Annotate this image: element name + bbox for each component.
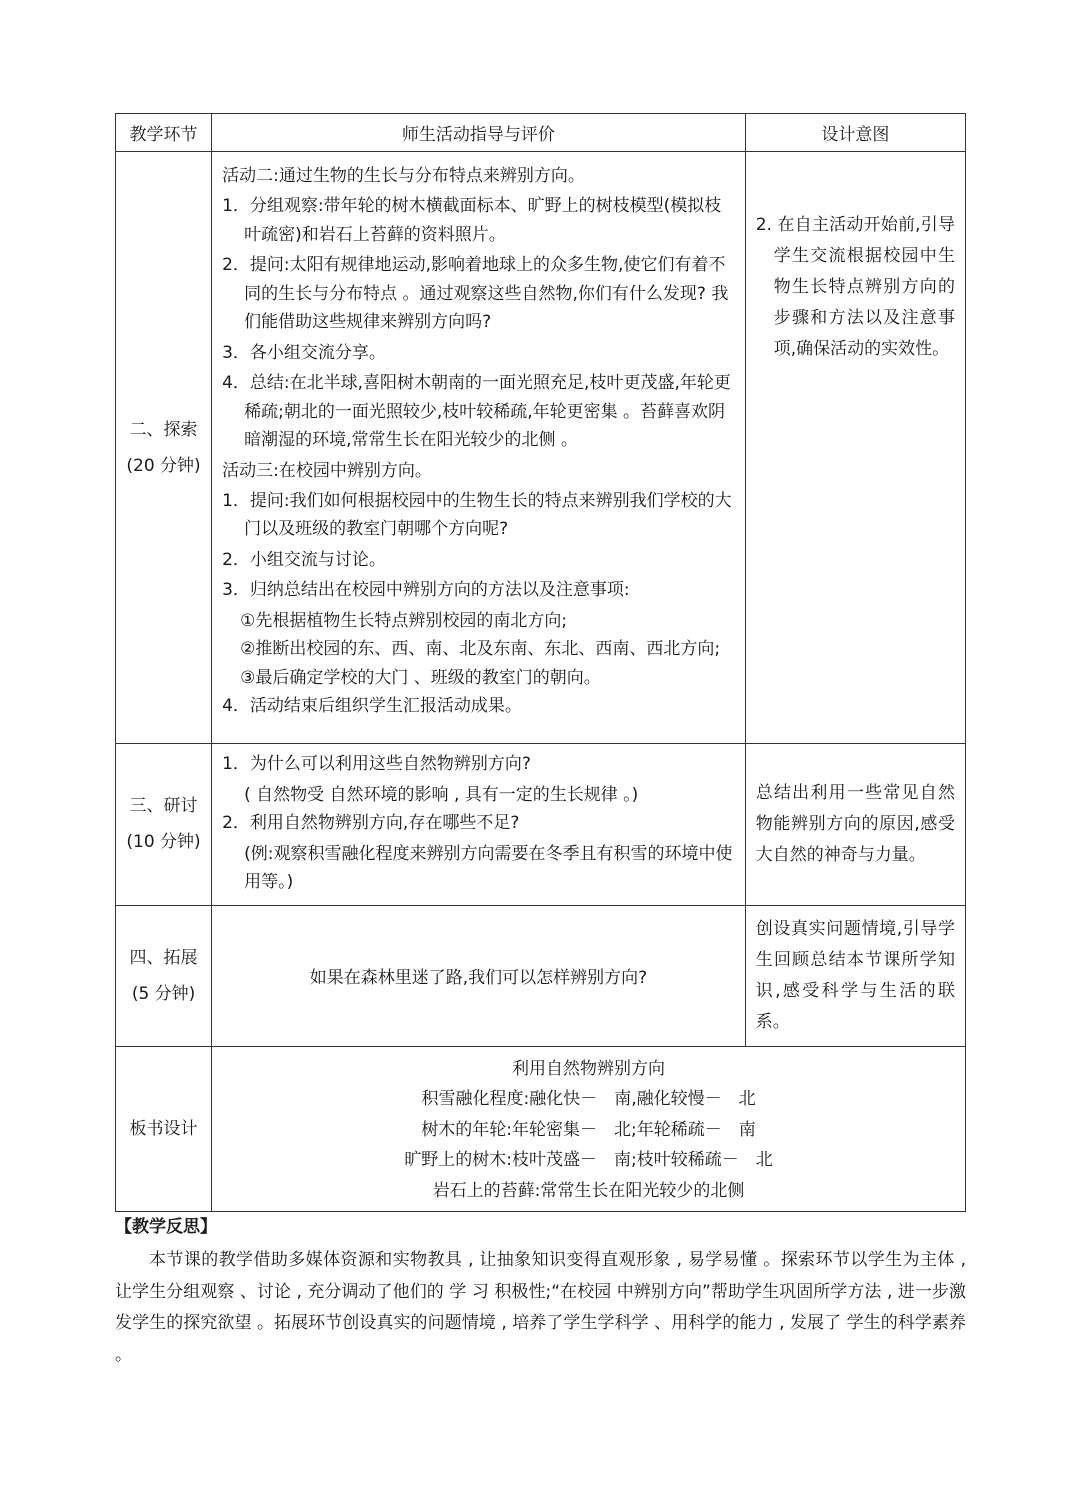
activity-item: 1．提问:我们如何根据校园中的生物生长的特点来辨别我们学校的大门以及班级的教室门朝哪个方向呢? — [222, 490, 732, 539]
activity-step: ②推断出校园的东、西、南、北及东南、东北、西南、西北方向; — [240, 639, 721, 659]
question-item: 2．利用自然物辨别方向,存在哪些不足? — [222, 813, 520, 833]
table-row-explore — [116, 152, 966, 744]
activity-item: 4．总结:在北半球,喜阳树木朝南的一面光照充足,枝叶更茂盛,年轮更稀疏;朝北的一面光照较少,枝叶较稀疏,年轮更密集 。苔藓喜欢阴暗潮湿的环境,常常生长在阳光较少的北侧 。 — [222, 373, 731, 450]
activity-cell-extend — [212, 905, 746, 1046]
stage-name: 板书设计 — [129, 1118, 198, 1139]
board-design-cell — [212, 1046, 966, 1212]
reflection-body: 本节课的教学借助多媒体资源和实物教具 , 让抽象知识变得直观形象 , 易学易懂 。探索环节以学生为主体 , 让学生分组观察 、讨论 , 充分调动了他们的 学 习 积极性;“在校园 中辨别方向”帮助学生巩固所学方法 , 进一步激发学生的探究欲望 。拓展环节创设真实的问题情境 , 培养了学生学科学 、用科学的能力 , 发展了 学生的科学素养 。 — [115, 1250, 966, 1365]
intent-cell-discuss — [745, 744, 965, 906]
board-line: 岩石上的苔藓:常常生长在阳光较少的北侧 — [432, 1180, 745, 1201]
table-row-board — [116, 1046, 966, 1212]
stage-time: (10 分钟) — [126, 832, 201, 853]
activity-item: 3．归纳总结出在校园中辨别方向的方法以及注意事项: — [222, 580, 630, 600]
intent-text: 总结出利用一些常见自然物能辨别方向的原因,感受大自然的神奇与力量。 — [755, 782, 955, 865]
activity-item: 4．活动结束后组织学生汇报活动成果。 — [222, 696, 522, 716]
activity-cell-explore — [212, 152, 746, 744]
activity-title: 活动二:通过生物的生长与分布特点来辨别方向。 — [222, 166, 585, 186]
stage-cell-explore — [116, 152, 212, 744]
activity-item: 2．提问:太阳有规律地运动,影响着地球上的众多生物,使它们有着不同的生长与分布特点 。通过观察这些自然物,你们有什么发现? 我们能借助这些规律来辨别方向吗? — [222, 255, 729, 332]
stage-name: 二、探索 — [129, 419, 198, 440]
answer-item: ( 自然物受 自然环境的影响 , 具有一定的生长规律 。) — [244, 784, 639, 805]
stage-time: (20 分钟) — [126, 455, 201, 476]
stage-cell-discuss — [116, 744, 212, 906]
table-header-row — [116, 114, 966, 152]
board-line: 积雪融化程度:融化快－ 南,融化较慢－ 北 — [421, 1089, 756, 1109]
reflection-title: 【教学反思】 — [115, 1217, 217, 1237]
activity-step: ③最后确定学校的大门 、班级的教室门的朝向。 — [240, 667, 601, 688]
board-line: 树木的年轮:年轮密集－ 北;年轮稀疏－ 南 — [421, 1119, 756, 1140]
activity-item: 3．各小组交流分享。 — [222, 342, 386, 363]
intent-cell-explore — [745, 152, 965, 744]
extend-question: 如果在森林里迷了路,我们可以怎样辨别方向? — [309, 968, 648, 988]
board-title: 利用自然物辨别方向 — [512, 1058, 666, 1079]
header-stage: 教学环节 — [116, 114, 212, 152]
activity-step: ①先根据植物生长特点辨别校园的南北方向; — [240, 610, 568, 631]
table-row-extend — [116, 905, 966, 1046]
header-activity: 师生活动指导与评价 — [212, 114, 746, 152]
intent-text: 2. 在自主活动开始前,引导学生交流根据校园中生物生长特点辨别方向的步骤和方法以及注意事项,确保活动的实效性。 — [755, 215, 955, 359]
stage-cell-board — [116, 1046, 212, 1212]
board-line: 旷野上的树木:枝叶茂盛－ 南;枝叶较稀疏－ 北 — [404, 1150, 773, 1170]
stage-cell-extend — [116, 905, 212, 1046]
intent-text: 创设真实问题情境,引导学生回顾总结本节课所学知识,感受科学与生活的联系。 — [755, 918, 955, 1032]
activity-title: 活动三:在校园中辨别方向。 — [222, 460, 432, 481]
activity-item: 2．小组交流与讨论。 — [222, 549, 386, 570]
question-item: 1．为什么可以利用这些自然物辨别方向? — [222, 754, 531, 774]
lesson-plan-table — [115, 113, 966, 1212]
stage-name: 三、研讨 — [129, 796, 198, 817]
stage-time: (5 分钟) — [131, 983, 196, 1004]
intent-cell-extend — [745, 905, 965, 1046]
header-intent: 设计意图 — [745, 114, 965, 152]
stage-name: 四、拓展 — [129, 947, 198, 968]
activity-cell-discuss — [212, 744, 746, 906]
answer-item: (例:观察积雪融化程度来辨别方向需要在冬季且有积雪的环境中使用等。) — [244, 843, 733, 892]
activity-item: 1．分组观察:带年轮的树木横截面标本、旷野上的树枝模型(模拟枝叶疏密)和岩石上苔藓的资料照片。 — [222, 196, 722, 245]
table-row-discuss — [116, 744, 966, 906]
